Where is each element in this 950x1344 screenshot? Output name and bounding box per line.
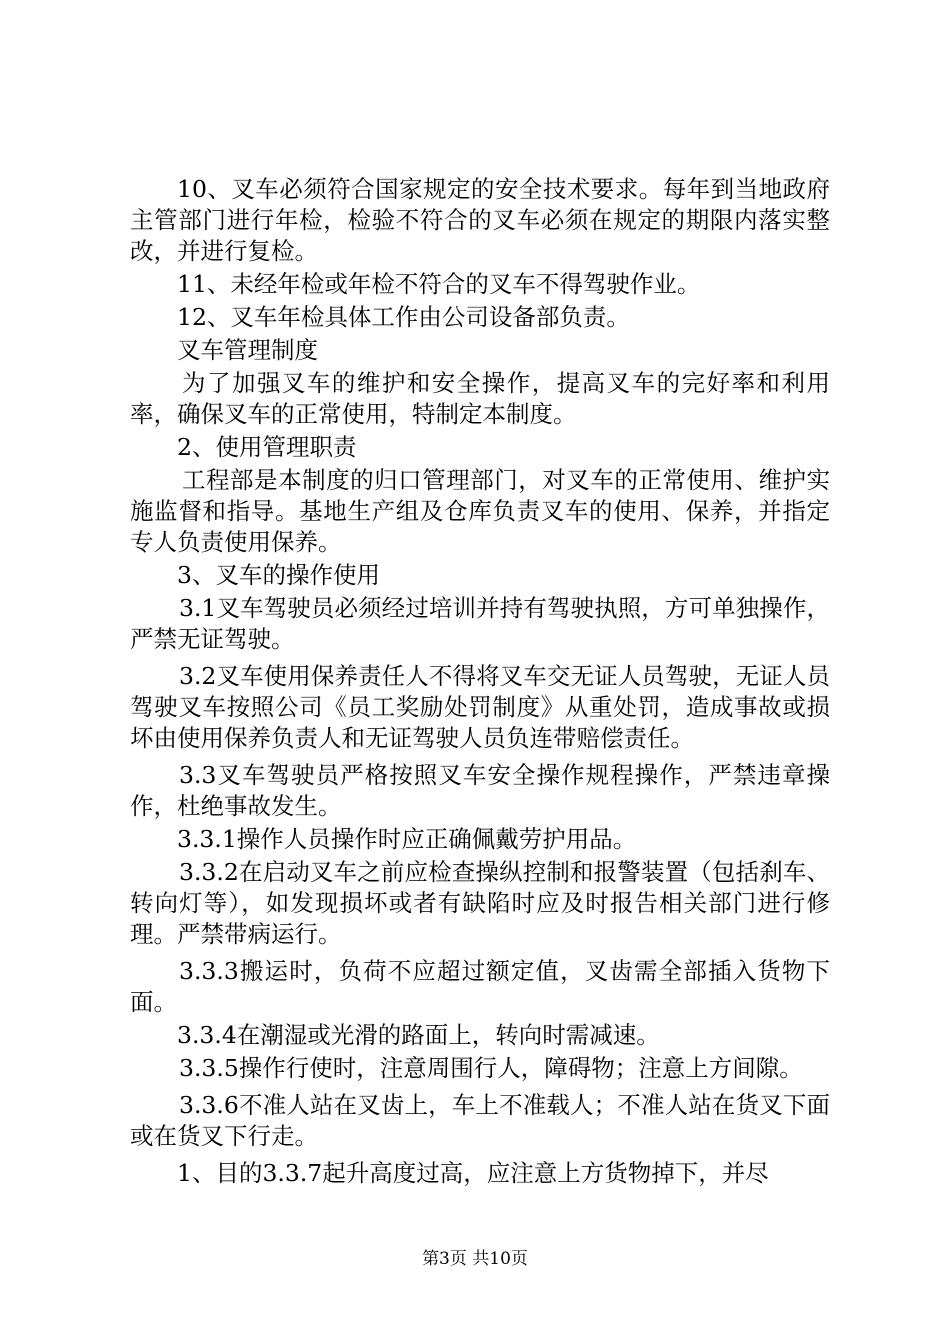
paragraph-10: 10、叉车必须符合国家规定的安全技术要求。每年到当地政府主管部门进行年检，检验不符合的叉车必须在规定的期限内落实整改，并进行复检。 [130,175,830,265]
paragraph-duties: 工程部是本制度的归口管理部门，对叉车的正常使用、维护实施监督和指导。基地生产组及仓库负责叉车的使用、保养，并指定专人负责使用保养。 [130,466,830,556]
paragraph-3-1: 3.1叉车驾驶员必须经过培训并持有驾驶执照，方可单独操作，严禁无证驾驶。 [130,594,830,653]
paragraph-11: 11、未经年检或年检不符合的叉车不得驾驶作业。 [177,270,701,298]
heading-2: 2、使用管理职责 [177,433,357,461]
paragraph-3-3: 3.3叉车驾驶员严格按照叉车安全操作规程操作，严禁违章操作，杜绝事故发生。 [130,761,830,820]
paragraph-purpose: 为了加强叉车的维护和安全操作，提高叉车的完好率和利用率，确保叉车的正常使用，特制定本制度。 [130,369,830,428]
paragraph-3-3-6: 3.3.6不准人站在叉齿上，车上不准载人；不准人站在货叉下面或在货叉下行走。 [130,1091,830,1150]
paragraph-3-3-2: 3.3.2在启动叉车之前应检查操纵控制和报警装置（包括刹车、转向灯等），如发现损坏或者有缺陷时应及时报告相关部门进行修理。严禁带病运行。 [130,858,830,948]
section-heading: 叉车管理制度 [177,336,318,364]
document-body [130,174,830,1191]
paragraph-3-3-5: 3.3.5操作行使时，注意周围行人，障碍物；注意上方间隙。 [179,1054,803,1082]
page-footer [0,1244,950,1269]
paragraph-3-3-3: 3.3.3搬运时，负荷不应超过额定值，叉齿需全部插入货物下面。 [130,957,830,1016]
paragraph-3-3-4: 3.3.4在潮湿或光滑的路面上，转向时需减速。 [177,1021,660,1049]
paragraph-3-3-1: 3.3.1操作人员操作时应正确佩戴劳护用品。 [177,825,637,853]
paragraph-3-2: 3.2叉车使用保养责任人不得将叉车交无证人员驾驶，无证人员驾驶叉车按照公司《员工奖励处罚制度》从重处罚，造成事故或损坏由使用保养负责人和无证驾驶人员负连带赔偿责任。 [130,662,830,752]
paragraph-3-3-7: 1、目的3.3.7起升高度过高，应注意上方货物掉下，并尽 [177,1159,769,1187]
paragraph-12: 12、叉车年检具体工作由公司设备部负责。 [177,303,630,331]
page-number: 第3页 共10页 [422,1249,528,1269]
heading-3: 3、叉车的操作使用 [177,561,380,589]
